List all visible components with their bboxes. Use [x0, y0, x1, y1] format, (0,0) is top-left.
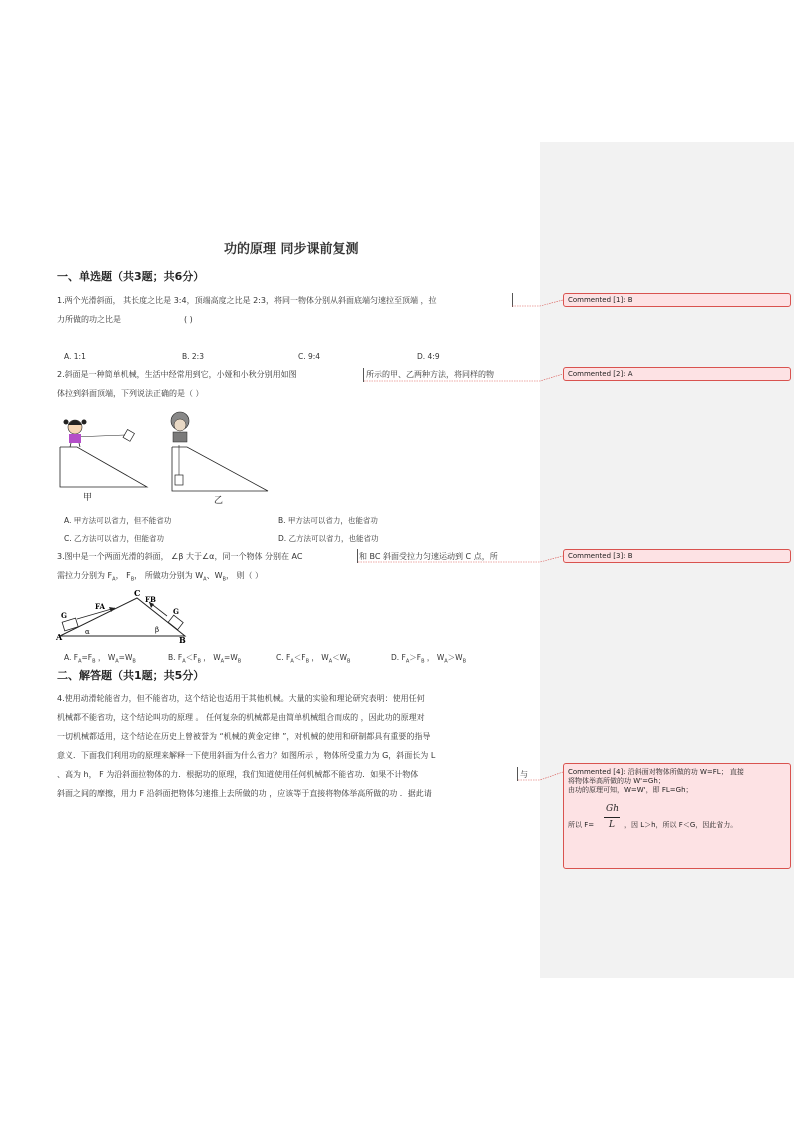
question-4-line3[interactable]: 一切机械都适用，这个结论在历史上曾被誉为 “机械的黄金定律 ”，对机械的使用和研制都具有重要的指导 — [57, 732, 431, 741]
label-fa: FA — [95, 602, 105, 611]
comment-3[interactable]: Commented [3]: B — [563, 549, 791, 563]
label-c: C — [134, 588, 141, 598]
question-4-line5-tail[interactable]: 与 — [520, 770, 528, 779]
label-alpha: α — [85, 628, 90, 636]
comment-4-line4b: ，因 L＞h，所以 F＜G，因此省力。 — [624, 821, 738, 829]
q2-option-b[interactable]: B. 甲方法可以省力，也能省功 — [278, 516, 378, 525]
q2-option-d[interactable]: D. 乙方法可以省力，也能省功 — [278, 534, 379, 543]
q3-option-b[interactable]: B. $F_A<F_B$ ， $W_A=W_B$ — [168, 653, 242, 665]
q3-option-d[interactable]: D. $F_A>F_B$ ， $W_A>W_B$ — [391, 653, 467, 665]
section-heading-single-choice: 一、单选题（共3题；共6分） — [57, 270, 205, 283]
page-title: 功的原理 同步课前复测 — [224, 242, 359, 257]
figure-label-yi: 乙 — [214, 496, 224, 506]
label-beta: β — [155, 626, 160, 634]
q1-option-d[interactable]: D. 4:9 — [417, 352, 440, 361]
comment-2[interactable]: Commented [2]: A — [563, 367, 791, 381]
question-4-line4[interactable]: 意义．下面我们利用功的原理来解释一下使用斜面为什么省力？如图所示 ，物体所受重力为 G，斜面长为 L — [57, 751, 436, 760]
section-heading-answer: 二、解答题（共1题；共5分） — [57, 669, 205, 682]
q1-option-b[interactable]: B. 2:3 — [182, 352, 204, 361]
question-2-line2[interactable]: 体拉到斜面顶端，下列说法正确的是（ ） — [57, 389, 204, 398]
label-g-right: G — [173, 607, 179, 616]
comment-4-line3: 由功的原理可知，W=W'，即 FL=Gh； — [568, 786, 693, 794]
fraction-denominator: L — [609, 820, 615, 830]
label-a: A — [56, 632, 63, 642]
question-2-line1b[interactable]: 所示的甲、乙两种方法，将同样的物 — [366, 370, 494, 379]
comment-4-line1: Commented [4]: 沿斜面对物体所做的功 W=FL； 直接 — [568, 768, 744, 776]
question-2-line1[interactable]: 2.斜面是一种简单机械，生活中经常用到它，小娅和小秋分别用如图 — [57, 370, 297, 379]
figure-label-jia: 甲 — [83, 493, 93, 503]
comment-1[interactable]: Commented [1]: B — [563, 293, 791, 307]
fraction-bar — [604, 817, 620, 818]
question-1-paren: ( ) — [184, 315, 193, 324]
comment-4-line4a: 所以 F= — [568, 821, 595, 829]
comment-4-formula — [568, 803, 786, 833]
question-4-line6[interactable]: 斜面之间的摩擦，用力 F 沿斜面把物体匀速推上去所做的功 ，应该等于直接将物体举高所做的功 ．据此请 — [57, 789, 432, 798]
question-3-line1b[interactable]: 和 BC 斜面受拉力匀速运动到 C 点，所 — [359, 552, 498, 561]
question-4-line5[interactable]: 、高为 h， F 为沿斜面拉物体的力．根据功的原理，我们知道使用任何机械都不能省功．如果不计物体 — [57, 770, 419, 779]
comment-4[interactable] — [563, 763, 791, 869]
label-g-left: G — [61, 611, 67, 620]
question-3-line1a[interactable]: 3.图中是一个两面光滑的斜面， ∠β 大于∠α，同一个物体 分别在 AC — [57, 552, 303, 561]
label-fb: FB — [145, 595, 156, 604]
label-b: B — [179, 635, 186, 643]
question-4-line1[interactable]: 4.使用动滑轮能省力，但不能省功，这个结论也适用于其他机械。大量的实验和理论研究表明：使用任何 — [57, 694, 425, 703]
q2-option-c[interactable]: C. 乙方法可以省力，但能省功 — [64, 534, 165, 543]
question-4-line2[interactable]: 机械都不能省功，这个结论叫功的原理 。 任何复杂的机械都是由简单机械组合而成的 ，因此功的原理对 — [57, 713, 425, 722]
question-1-line1[interactable]: 1.两个光滑斜面， 其长度之比是 3:4，顶端高度之比是 2:3，将同一物体分别从斜面底端匀速拉至顶端 ，拉 — [57, 296, 437, 305]
comment-4-line2: 将物体举高所做的功 W'=Gh； — [568, 777, 665, 785]
q3-option-a[interactable]: A. $F_A=F_B$ ， $W_A=W_B$ — [64, 653, 136, 665]
q1-option-c[interactable]: C. 9:4 — [298, 352, 321, 361]
q1-option-a[interactable]: A. 1:1 — [64, 352, 86, 361]
question-1-line2[interactable]: 力所做的功之比是 — [57, 315, 121, 324]
fraction-numerator: Gh — [606, 804, 619, 814]
q2-option-a[interactable]: A. 甲方法可以省力，但不能省功 — [64, 516, 172, 525]
q3-option-c[interactable]: C. $F_A<F_B$ ， $W_A<W_B$ — [276, 653, 351, 665]
question-3-line2[interactable]: 需拉力分别为 $F_A$， $F_B$， 所做功分别为 $W_A$、$W_B$， 则（ ） — [57, 571, 264, 583]
